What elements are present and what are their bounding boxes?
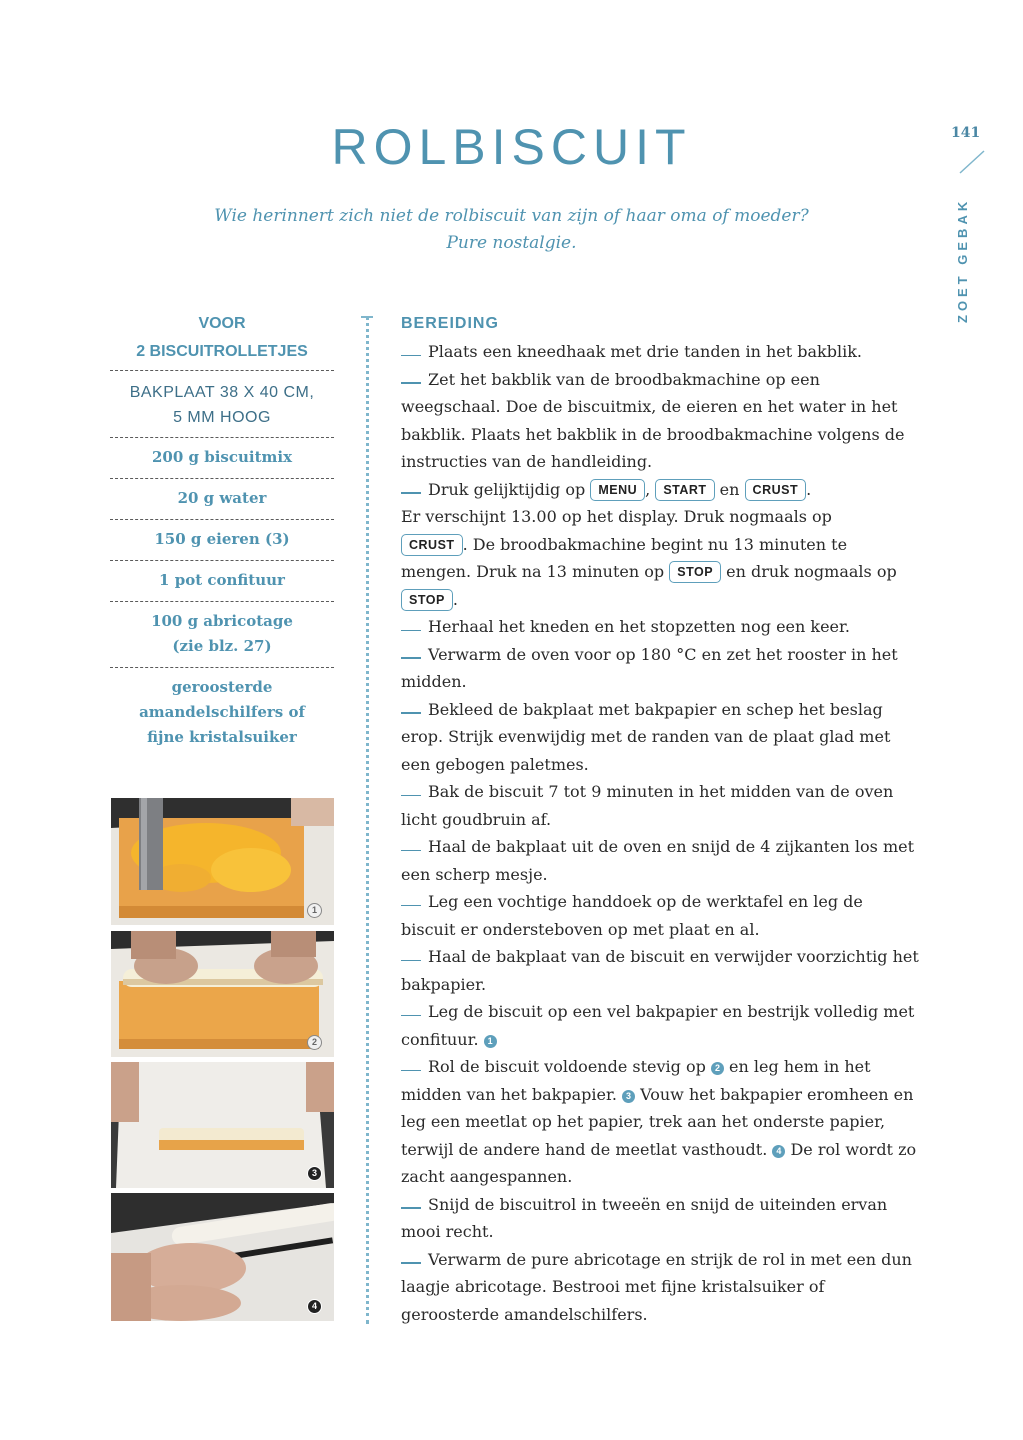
ingredient-item: 20 g water bbox=[110, 479, 334, 520]
column-divider bbox=[366, 316, 369, 1324]
preparation-section bbox=[401, 310, 921, 1328]
crust-button-label: CRUST bbox=[401, 534, 463, 556]
photo-marker: 4 bbox=[772, 1145, 785, 1158]
ingredient-item: 200 g biscuitmix bbox=[110, 438, 334, 479]
intro-line-2: Pure nostalgie. bbox=[446, 233, 577, 253]
step bbox=[401, 943, 921, 998]
ingredient-item-topping bbox=[110, 668, 334, 758]
step-dash bbox=[401, 905, 421, 907]
slash-decoration bbox=[958, 149, 986, 175]
ingredients-heading-line-2: 2 BISCUITROLLETJES bbox=[136, 343, 308, 360]
step-text: De rol wordt zo zacht aangespannen. bbox=[401, 1139, 917, 1186]
step bbox=[401, 696, 921, 779]
step-text: Bak de biscuit 7 tot 9 minuten in het midden van de oven licht goudbruin af. bbox=[401, 782, 894, 829]
step-text: Leg de biscuit op een vel bakpapier en bestrijk volledig met confituur. bbox=[401, 1002, 915, 1049]
photo-label: 2 bbox=[307, 1035, 322, 1050]
crust-button-label: CRUST bbox=[745, 479, 807, 501]
step-text: Verwarm de oven voor op 180 °C en zet het rooster in het midden. bbox=[401, 644, 898, 691]
step-photo-1 bbox=[111, 798, 334, 925]
step bbox=[401, 778, 921, 833]
menu-button-label: MENU bbox=[590, 479, 645, 501]
step-text: Snijd de biscuitrol in tweeën en snijd de uiteinden ervan mooi recht. bbox=[401, 1194, 888, 1241]
step bbox=[401, 338, 921, 366]
pan-line-2: 5 MM HOOG bbox=[173, 409, 271, 426]
ingredients-heading-line-1: VOOR bbox=[198, 315, 246, 332]
topping-line-3: fijne kristalsuiker bbox=[147, 728, 297, 746]
step-text: Zet het bakblik van de broodbakmachine op een weegschaal. Doe de biscuitmix, de eieren en het water in het bakblik. Plaats het bakblik in de broodbakmachine volgens de instructies van de handleiding. bbox=[401, 369, 905, 471]
baking-pan-size bbox=[110, 371, 334, 438]
step bbox=[401, 366, 921, 476]
photo-marker: 2 bbox=[711, 1062, 724, 1075]
step-dash bbox=[401, 1207, 421, 1209]
step-text: en bbox=[719, 479, 740, 499]
step-text: Haal de bakplaat van de biscuit en verwijder voorzichtig het bakpapier. bbox=[401, 947, 919, 994]
preparation-heading: BEREIDING bbox=[401, 315, 499, 332]
step bbox=[401, 476, 921, 614]
abricotage-line-1: 100 g abricotage bbox=[151, 612, 293, 630]
step-text: Druk gelijktijdig op bbox=[428, 479, 586, 499]
step bbox=[401, 998, 921, 1053]
topping-line-2: amandelschilfers of bbox=[139, 703, 305, 721]
ingredients-panel bbox=[110, 310, 334, 758]
ingredient-item: 150 g eieren (3) bbox=[110, 520, 334, 561]
photo-label: 1 bbox=[307, 903, 322, 918]
step-dash bbox=[401, 795, 421, 797]
step-photo-4 bbox=[111, 1193, 334, 1321]
intro-line-1: Wie herinnert zich niet de rolbiscuit van zijn of haar oma of moeder? bbox=[214, 206, 809, 226]
step-dash bbox=[401, 1070, 421, 1072]
step-photo-3 bbox=[111, 1062, 334, 1188]
step-text: Leg een vochtige handdoek op de werktafel en leg de biscuit er ondersteboven op met plaat en al. bbox=[401, 892, 863, 939]
intro-text bbox=[150, 203, 873, 257]
step-dash bbox=[401, 712, 421, 714]
step-text: Vouw het bakpapier eromheen en leg een meetlat op het papier, trek aan het onderste papier, terwijl de andere hand de meetlat vasthoudt. bbox=[401, 1084, 914, 1159]
stop-button-label: STOP bbox=[401, 589, 453, 611]
step bbox=[401, 1053, 921, 1191]
step-text: Verwarm de pure abricotage en strijk de rol in met een dun laagje abricotage. Bestrooi met fijne kristalsuiker of geroosterde amandelschilfers. bbox=[401, 1249, 912, 1324]
pan-line-1: BAKPLAAT 38 X 40 CM, bbox=[129, 384, 315, 401]
start-button-label: START bbox=[655, 479, 714, 501]
step-text: . De broodbakmachine begint nu 13 minuten te mengen. Druk na 13 minuten op bbox=[401, 534, 848, 581]
step-dash bbox=[401, 657, 421, 659]
step bbox=[401, 833, 921, 888]
step-dash bbox=[401, 1015, 421, 1017]
step-text: Haal de bakplaat uit de oven en snijd de 4 zijkanten los met een scherp mesje. bbox=[401, 837, 915, 884]
step-text: . bbox=[452, 589, 458, 609]
ingredient-item: 1 pot confituur bbox=[110, 561, 334, 602]
step bbox=[401, 1246, 921, 1329]
step-text: Rol de biscuit voldoende stevig op bbox=[428, 1057, 706, 1076]
photo-label: 4 bbox=[307, 1299, 322, 1314]
step-dash bbox=[401, 630, 421, 632]
step-text: Herhaal het kneden en het stopzetten nog een keer. bbox=[428, 617, 850, 636]
step-dash bbox=[401, 1262, 421, 1264]
photo-marker: 1 bbox=[484, 1035, 497, 1048]
step-text: en leg hem in het midden van het bakpapier. bbox=[401, 1057, 871, 1104]
step-text: Er verschijnt 13.00 op het display. Druk nogmaals op bbox=[401, 507, 832, 526]
step-dash bbox=[401, 355, 421, 357]
step bbox=[401, 613, 921, 641]
topping-line-1: geroosterde bbox=[171, 678, 273, 696]
ingredient-item-abricotage bbox=[110, 602, 334, 668]
step-text: . bbox=[806, 479, 812, 499]
section-label: ZOET GEBAK bbox=[955, 197, 970, 323]
step-text: en druk nogmaals op bbox=[726, 562, 897, 581]
page-number: 141 bbox=[951, 125, 981, 141]
step bbox=[401, 641, 921, 696]
step-dash bbox=[401, 960, 421, 962]
step-dash bbox=[401, 850, 421, 852]
page-title: ROLBISCUIT bbox=[331, 119, 692, 175]
step-text: Bekleed de bakplaat met bakpapier en schep het beslag erop. Strijk evenwijdig met de randen van de plaat glad met een gebogen paletmes. bbox=[401, 699, 891, 774]
step-text: Plaats een kneedhaak met drie tanden in het bakblik. bbox=[428, 342, 862, 361]
step-dash bbox=[401, 492, 421, 494]
photo-label: 3 bbox=[307, 1166, 322, 1181]
step-dash bbox=[401, 382, 421, 384]
abricotage-line-2: (zie blz. 27) bbox=[172, 637, 272, 655]
step bbox=[401, 1191, 921, 1246]
ingredients-heading bbox=[110, 310, 334, 371]
step bbox=[401, 888, 921, 943]
photo-marker: 3 bbox=[622, 1090, 635, 1103]
step-text: , bbox=[645, 479, 651, 499]
stop-button-label: STOP bbox=[669, 561, 721, 583]
step-photo-2 bbox=[111, 931, 334, 1057]
